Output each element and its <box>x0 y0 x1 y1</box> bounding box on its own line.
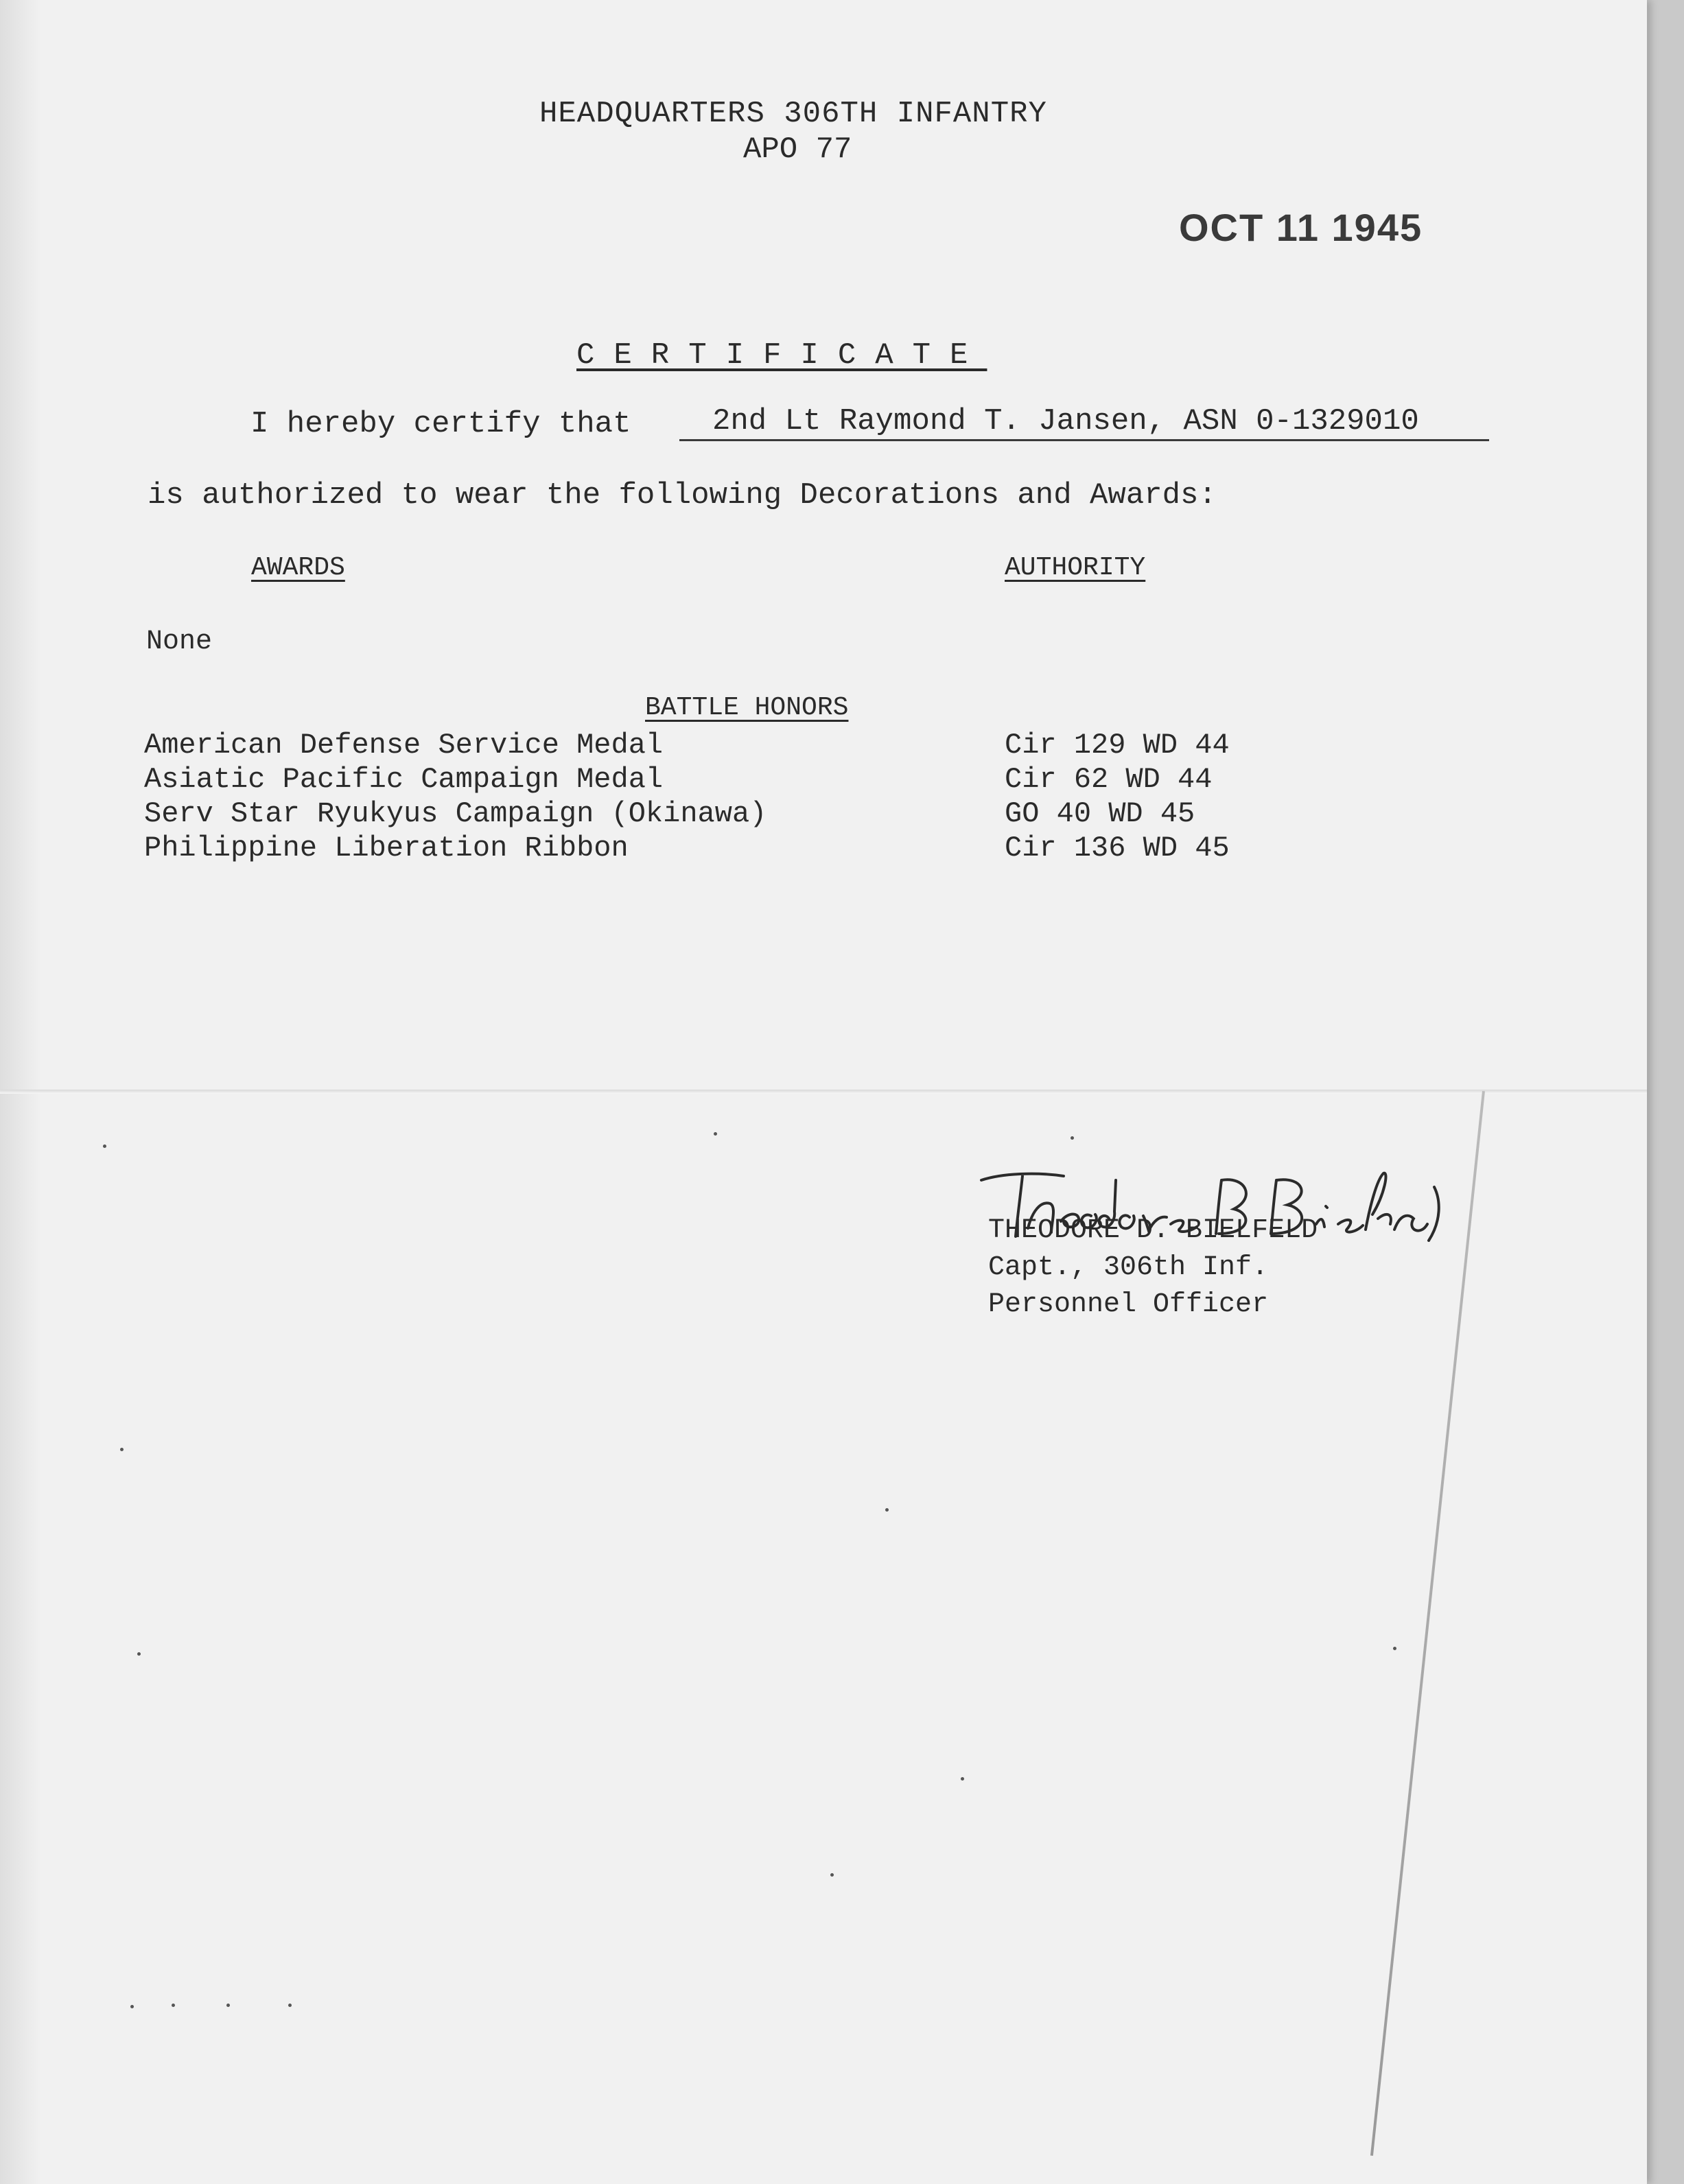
signatory-name: THEODORE D. BIELFELD <box>988 1215 1318 1246</box>
recipient-line: 2nd Lt Raymond T. Jansen, ASN 0-1329010 <box>679 403 1489 441</box>
speck <box>1071 1136 1074 1140</box>
speck <box>961 1777 964 1781</box>
page-fold-line <box>0 1090 1647 1094</box>
signatory-rank: Capt., 306th Inf. <box>988 1252 1269 1283</box>
honor-authority: Cir 136 WD 45 <box>1005 832 1230 865</box>
honor-name: American Defense Service Medal <box>144 729 664 762</box>
speck <box>830 1873 834 1877</box>
honor-authority: GO 40 WD 45 <box>1005 797 1195 830</box>
speck <box>714 1132 717 1136</box>
speck <box>120 1448 124 1451</box>
date-stamp: OCT 11 1945 <box>1179 206 1423 249</box>
authorized-line: is authorized to wear the following Decorations and Awards: <box>148 478 1217 513</box>
awards-column-header: AWARDS <box>251 553 345 583</box>
awards-none: None <box>146 626 213 657</box>
signatory-role: Personnel Officer <box>988 1289 1269 1320</box>
speck <box>1393 1647 1396 1650</box>
speck <box>226 2004 230 2007</box>
honor-authority: Cir 62 WD 44 <box>1005 763 1213 796</box>
header-apo: APO 77 <box>743 132 852 167</box>
battle-honors-header: BATTLE HONORS <box>645 693 849 723</box>
header-unit: HEADQUARTERS 306TH INFANTRY <box>539 97 1047 131</box>
honor-authority: Cir 129 WD 44 <box>1005 729 1230 762</box>
speck <box>288 2004 292 2007</box>
honor-name: Asiatic Pacific Campaign Medal <box>144 763 664 796</box>
certify-prefix: I hereby certify that <box>250 407 631 441</box>
speck <box>137 1652 141 1656</box>
page-crease <box>1370 1091 1485 2156</box>
honor-name: Serv Star Ryukyus Campaign (Okinawa) <box>144 797 767 830</box>
speck <box>130 2005 134 2008</box>
speck <box>172 2004 175 2007</box>
certificate-title: CERTIFICATE <box>576 338 987 373</box>
authority-column-header: AUTHORITY <box>1005 553 1146 583</box>
speck <box>103 1144 106 1148</box>
speck <box>885 1508 889 1512</box>
honor-name: Philippine Liberation Ribbon <box>144 832 629 865</box>
